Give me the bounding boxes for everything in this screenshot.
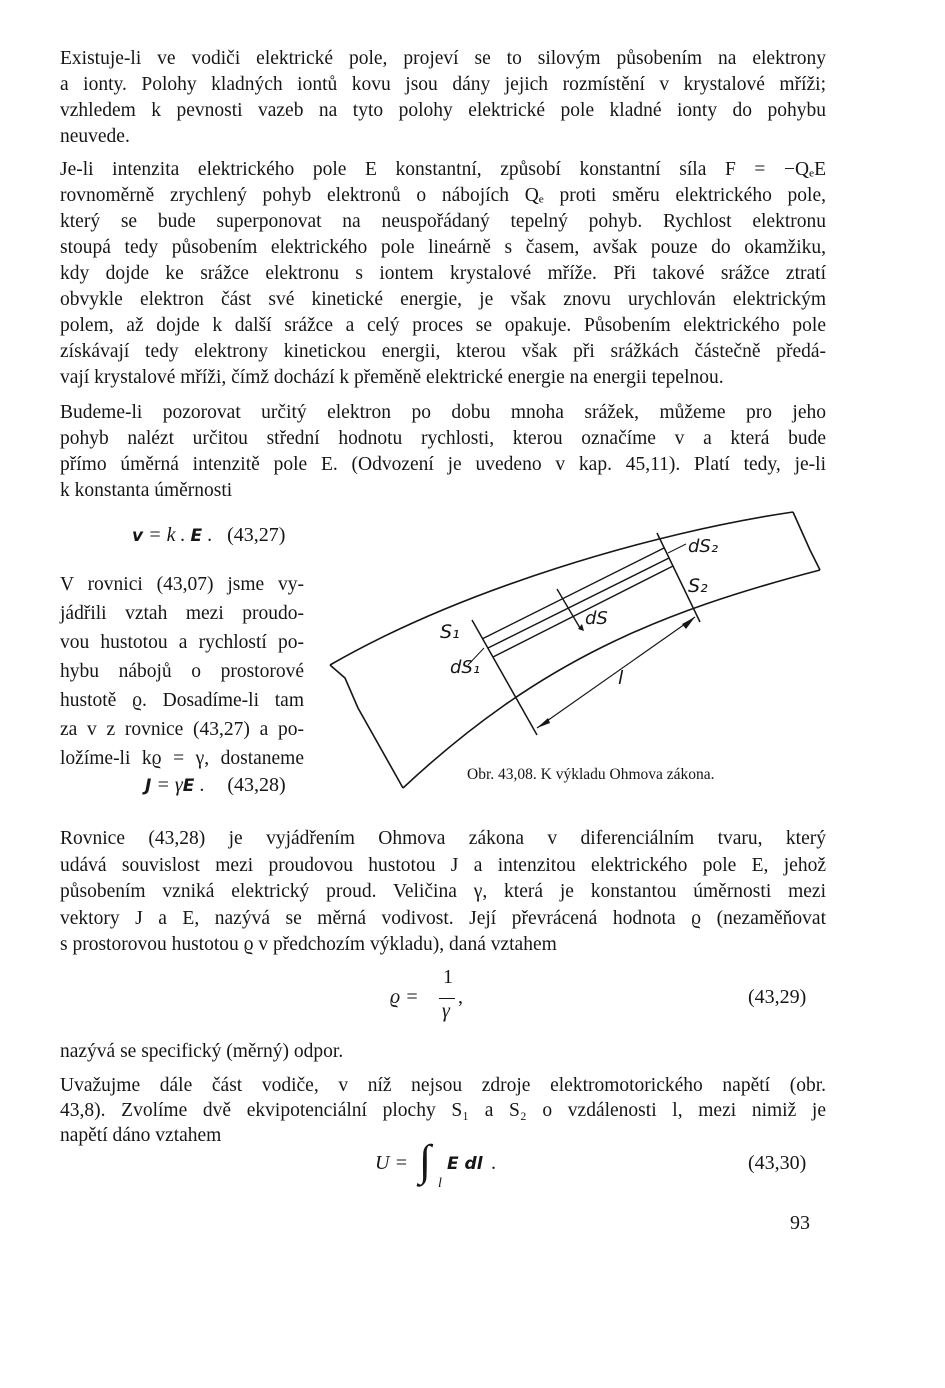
paragraph-line: Je-li intenzita elektrického pole E konstantní, způsobí konstantní síla F = −QₑE bbox=[60, 159, 826, 180]
paragraph-1 bbox=[60, 46, 826, 150]
equation-43-28: J = γE . (43,28) bbox=[145, 774, 286, 796]
paragraph-2 bbox=[60, 157, 826, 391]
paragraph-line: získávají tedy elektrony kinetickou energii, kterou však při srážkách částečně předá- bbox=[60, 341, 826, 362]
paragraph-line: za v z rovnice (43,27) a po- bbox=[60, 719, 304, 740]
label-s2: S₂ bbox=[688, 575, 708, 597]
book-page: Existuje-li ve vodiči elektrické pole, projeví se to silovým působením na elektrony a ionty. Polohy kladných iontů kovu jsou dány jejich rozmístění v krystalové mříži; vzhledem k pevnosti vazeb na tyto polohy elektrické pole kladné ionty do pohybu neuvede. Je-li intenzita elektrického pole E konstantní, způsobí konstantní síla F = −QₑE rovnoměrně zrychlený pohyb elektronů o nábojích Qₑ proti směru elektrického pole, který se bude superponovat na neuspořádaný tepelný pohyb. Rychlost elektronu stoupá tedy působením elektrického pole lineárně s časem, avšak pouze do okamžiku, kdy dojde ke srážce elektronu s iontem krystalové mříže. Při takové srážce ztratí obvykle elektron část své kinetické energie, je však znovu urychlován elektrickým polem, až dojde k další srážce a celý proces se opakuje. Působením elektrického pole získávají tedy elektrony kinetickou energii, kterou však při srážkách částečně předá- vají krystalové mříži, čímž dochází k přeměně elektrické energie na energii tepelnou. Budeme-li pozorovat určitý elektron po dobu mnoha srážek, můžeme pro jeho pohyb nalézt určitou střední hodnotu rychlosti, kterou označíme v a která bude přímo úměrná intenzitě pole E. (Odvození je uvedeno v kap. 45,11). Platí tedy, je-li k konstanta úměrnosti v = k . E . (43,27) V rovnici (43,07) jsme vy- jádřili vztah mezi proudo- vou hustotou a rychlostí po- hybu nábojů o prostorové hustotě ϱ. Dosadíme-li tam za v z rovnice (43,27) a po- ložíme-li kϱ = γ, dostaneme J = γE . (43,28) S₁ S₂ dS dS₁ dS₂ l Obr. 43,08. K výkladu Ohmova zákona. Rovnice (43,28) je vyjádřením Ohmova zákona v diferenciálním tvaru, který udává souvislost mezi proudovou hustotou J a intenzitou elektrického pole E, jehož působením vzniká elektrický proud. Veličina γ, která je konstantou úměrnosti mezi vektory J a E, nazývá se měrná vodivost. Její převrácená hodnota ϱ (nezaměňovat s prostorovou hustotou ϱ v předchozím výkladu), daná vztahem ϱ = 1 γ , (43,29) nazývá se specifický (měrný) odpor. Uvažujme dále část vodiče, v níž nejsou zdroje elektromotorického napětí (obr. 43,8). Zvolíme dvě ekvipotenciální plochy S₁ a S₂ o vzdálenosti l, mezi nimiž je napětí dáno vztahem U = ∫ l E dl . (43,30) 93 bbox=[0, 0, 945, 1388]
paragraph-line: obvykle elektron část své kinetické energie, je však znovu urychlován elektrickým bbox=[60, 289, 826, 310]
paragraph-line: a ionty. Polohy kladných iontů kovu jsou dány jejich rozmístění v krystalové mříži; bbox=[60, 74, 826, 95]
paragraph-line: kdy dojde ke srážce elektronu s iontem krystalové mříže. Při takové srážce ztratí bbox=[60, 263, 826, 284]
paragraph-line: stoupá tedy působením elektrického pole lineárně s časem, avšak pouze do okamžiku, bbox=[60, 237, 826, 258]
paragraph-line: působením vzniká elektrický proud. Veličina γ, která je konstantou úměrnosti mezi bbox=[60, 881, 826, 902]
paragraph-line: Existuje-li ve vodiči elektrické pole, projeví se to silovým působením na elektrony bbox=[60, 48, 826, 69]
paragraph-line: V rovnici (43,07) jsme vy- bbox=[60, 574, 304, 595]
paragraph-line: napětí dáno vztahem bbox=[60, 1125, 222, 1146]
paragraph-line: polem, až dojde k další srážce a celý proces se opakuje. Působením elektrického pole bbox=[60, 315, 826, 336]
paragraph-line: vzhledem k pevnosti vazeb na tyto polohy elektrické pole kladné ionty do pohybu bbox=[60, 100, 826, 121]
paragraph-line: nazývá se specifický (měrný) odpor. bbox=[60, 1041, 344, 1062]
label-ds1: dS₁ bbox=[450, 657, 481, 678]
tube-line bbox=[493, 566, 673, 657]
paragraph-line: Rovnice (43,28) je vyjádřením Ohmova zákona v diferenciálním tvaru, který bbox=[60, 828, 826, 849]
conductor-figure bbox=[320, 505, 830, 795]
conductor-end bbox=[793, 512, 820, 570]
equation-number: (43,29) bbox=[748, 986, 807, 1008]
label-s1: S₁ bbox=[440, 621, 460, 643]
label-ds: dS bbox=[585, 608, 608, 629]
integral-sign: ∫ bbox=[419, 1136, 432, 1185]
paragraph-line: 43,8). Zvolíme dvě ekvipotenciální plochy S₁ a S₂ o vzdálenosti l, mezi nimiž je bbox=[60, 1100, 826, 1121]
dimension-arrow bbox=[682, 617, 695, 629]
dimension-arrow bbox=[537, 718, 550, 728]
paragraph-line: neuvede. bbox=[60, 126, 130, 147]
equation-number: (43,30) bbox=[748, 1152, 807, 1174]
paragraph-4 bbox=[60, 570, 304, 773]
paragraph-line: s prostorovou hustotou ϱ v předchozím výkladu), daná vztahem bbox=[60, 934, 557, 955]
paragraph-line: hybu nábojů o prostorové bbox=[60, 661, 304, 682]
paragraph-line: Uvažujme dále část vodiče, v níž nejsou zdroje elektromotorického napětí (obr. bbox=[60, 1075, 826, 1096]
conductor-outline bbox=[403, 570, 820, 788]
paragraph-line: jádřili vztah mezi proudo- bbox=[60, 603, 304, 624]
conductor-outline bbox=[330, 512, 793, 665]
dimension-line-l bbox=[537, 617, 695, 728]
paragraph-line: přímo úměrná intenzitě pole E. (Odvození je uvedeno v kap. 45,11). Platí tedy, je-li bbox=[60, 454, 826, 475]
paragraph-6 bbox=[60, 1039, 826, 1065]
paragraph-line: vou hustotou a rychlostí po- bbox=[60, 632, 304, 653]
paragraph-line: vektory J a E, nazývá se měrná vodivost. Její převrácená hodnota ϱ (nezaměňovat bbox=[60, 907, 826, 929]
fraction-bar bbox=[439, 998, 455, 999]
leader-line-ds2 bbox=[668, 544, 686, 553]
paragraph-line: hustotě ϱ. Dosadíme-li tam bbox=[60, 690, 304, 711]
label-ds2: dS₂ bbox=[688, 536, 719, 557]
paragraph-7 bbox=[60, 1073, 826, 1148]
tube-line bbox=[488, 558, 669, 648]
paragraph-3 bbox=[60, 400, 826, 504]
paragraph-line: Budeme-li pozorovat určitý elektron po dobu mnoha srážek, můžeme pro jeho bbox=[60, 402, 826, 423]
paragraph-line: k konstanta úměrnosti bbox=[60, 480, 233, 501]
conductor-end bbox=[330, 665, 403, 788]
page-number: 93 bbox=[790, 1212, 810, 1234]
paragraph-line: pohyb nalézt určitou střední hodnotu rychlosti, kterou označíme v a která bude bbox=[60, 428, 826, 449]
tube-line bbox=[482, 548, 664, 639]
figure-caption: Obr. 43,08. K výkladu Ohmova zákona. bbox=[467, 766, 715, 783]
paragraph-line: rovnoměrně zrychlený pohyb elektronů o nábojích Qₑ proti směru elektrického pole, bbox=[60, 185, 826, 206]
equation-43-30: U = ∫ l E dl . bbox=[375, 1136, 496, 1191]
equation-43-27: v = k . E . (43,27) bbox=[132, 524, 286, 546]
paragraph-5 bbox=[60, 826, 826, 959]
label-l: l bbox=[618, 667, 624, 689]
paragraph-line: udává souvislost mezi proudovou hustotou J a intenzitou elektrického pole E, jehož bbox=[60, 854, 826, 876]
paragraph-line: který se bude superponovat na neuspořádaný tepelný pohyb. Rychlost elektronu bbox=[60, 211, 826, 232]
paragraph-line: vají krystalové mříži, čímž dochází k přeměně elektrické energie na energii tepelnou. bbox=[60, 367, 724, 388]
surface-s1 bbox=[472, 620, 537, 735]
paragraph-line: ložíme-li kϱ = γ, dostaneme bbox=[60, 748, 304, 769]
